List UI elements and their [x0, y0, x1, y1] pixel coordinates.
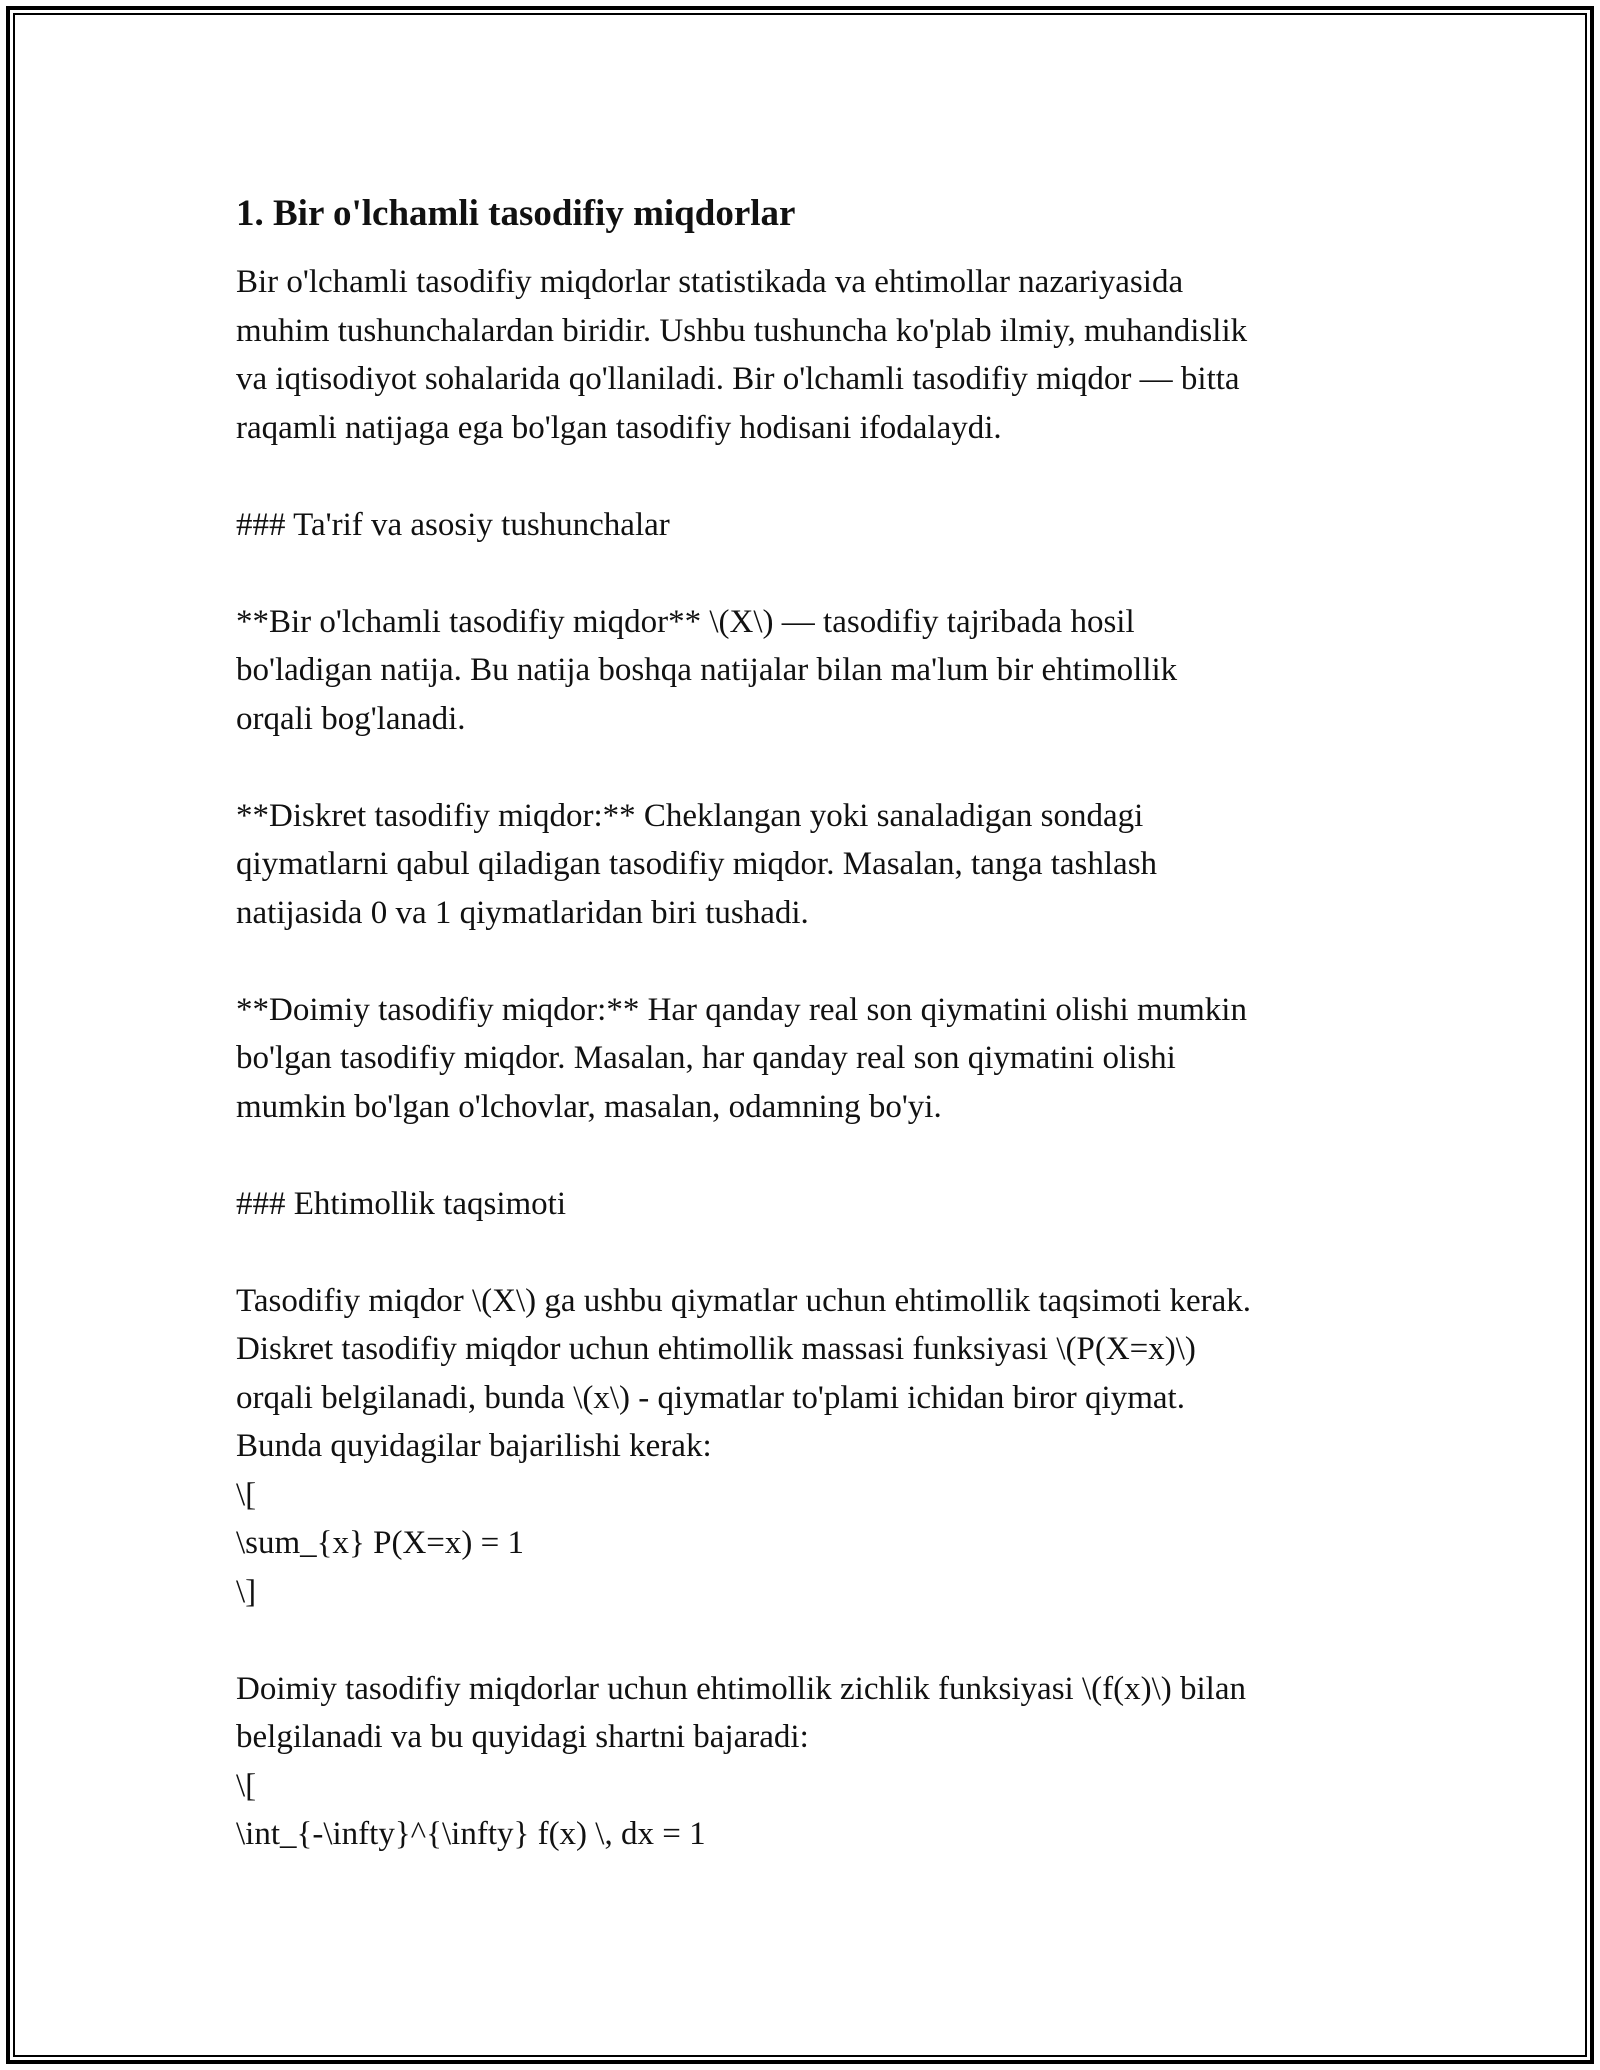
- subheading-taqsimot: ### Ehtimollik taqsimoti: [236, 1185, 566, 1222]
- paragraph-gap: [236, 452, 1386, 501]
- continuous-paragraph: **Doimiy tasodifiy miqdor:** Har qanday real son qiymatini olishi mumkin bo'lgan tasodifiy miqdor. Masalan, har qanday real son qiymatini olishi mumkin bo'lgan o'lchovlar, masalan, odamning bo'yi.: [236, 991, 1247, 1125]
- discrete-paragraph: **Diskret tasodifiy miqdor:** Cheklangan yoki sanaladigan sondagi qiymatlarni qabul qiladigan tasodifiy miqdor. Masalan, tanga tashlash natijasida 0 va 1 qiymatlaridan biri tushadi.: [236, 797, 1158, 931]
- paragraph-gap: [236, 1228, 1386, 1277]
- paragraph-gap: [236, 937, 1386, 986]
- paragraph-gap: [236, 549, 1386, 598]
- distribution-paragraph: Tasodifiy miqdor \(X\) ga ushbu qiymatlar uchun ehtimollik taqsimoti kerak. Diskret tasodifiy miqdor uchun ehtimollik massasi funksiyasi \(P(X=x)\) orqali belgilanadi, bunda \(x\) - qiymatlar to'plami ichidan biror qiymat. Bunda quyidagilar bajarilishi kerak: \[ \sum_{x} P(X=x) = 1 \]: [236, 1282, 1252, 1610]
- section-title: 1. Bir o'lchamli tasodifiy miqdorlar: [236, 193, 796, 234]
- intro-paragraph: Bir o'lchamli tasodifiy miqdorlar statistikada va ehtimollar nazariyasida muhim tushunchalardan biridir. Ushbu tushuncha ko'plab ilmiy, muhandislik va iqtisodiyot sohalarida qo'llaniladi. Bir o'lchamli tasodifiy miqdor — bitta raqamli natijaga ega bo'lgan tasodifiy hodisani ifodalaydi.: [236, 264, 1248, 446]
- subheading-tarif: ### Ta'rif va asosiy tushunchalar: [236, 506, 670, 543]
- paragraph-gap: [236, 1131, 1386, 1180]
- density-paragraph: Doimiy tasodifiy miqdorlar uchun ehtimollik zichlik funksiyasi \(f(x)\) bilan belgilanadi va bu quyidagi shartni bajaradi: \[ \int_{-\infty}^{\infty} f(x) \, dx = 1: [236, 1670, 1246, 1852]
- document-body: [236, 186, 1386, 1859]
- definition-paragraph: **Bir o'lchamli tasodifiy miqdor** \(X\) — tasodifiy tajribada hosil bo'ladigan natija. Bu natija boshqa natijalar bilan ma'lum bir ehtimollik orqali bog'lanadi.: [236, 603, 1178, 737]
- paragraph-gap: [236, 1616, 1386, 1665]
- paragraph-gap: [236, 743, 1386, 792]
